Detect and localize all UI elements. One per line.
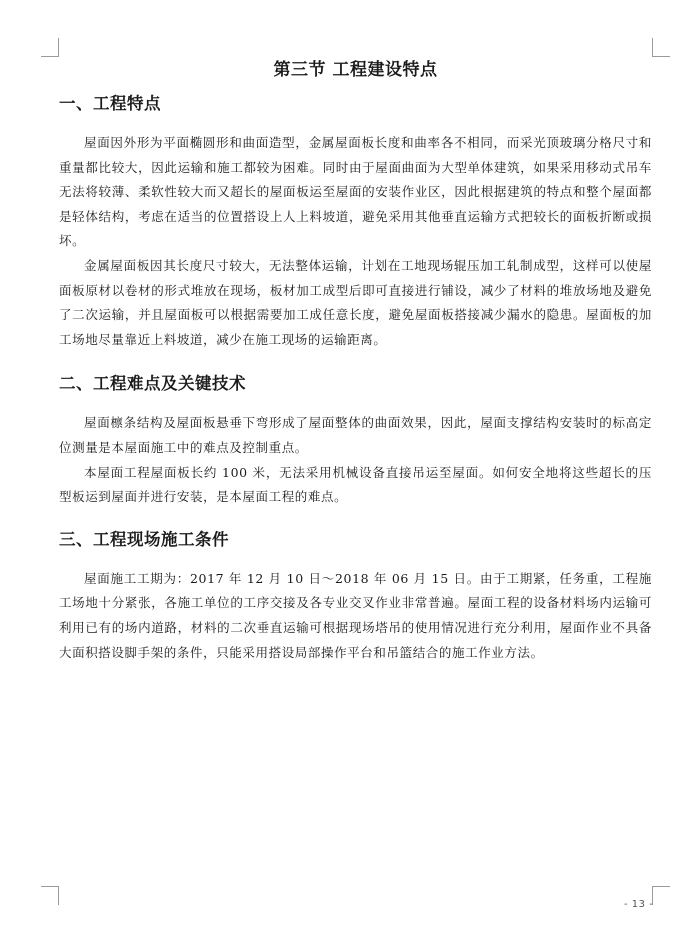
paragraph: 本屋面工程屋面板长约 100 米，无法采用机械设备直接吊运至屋面。如何安全地将这些超长的压型板运到屋面并进行安装，是本屋面工程的难点。 — [59, 464, 652, 505]
crop-mark-bottom-left — [41, 886, 59, 887]
paragraph: 屋面因外形为平面椭圆形和曲面造型，金属屋面板长度和曲率各不相同，而采光顶玻璃分格尺寸和重量都比较大，因此运输和施工都较为困难。同时由于屋面曲面为大型单体建筑，如果采用移动式吊车无法将较薄、柔软性较大而又超长的屋面板运至屋面的安装作业区，因此根据建筑的特点和整个屋面都是轻体结构，考虑在适当的位置搭设上人上料坡道，避免采用其他垂直运输方式把较长的面板折断或损坏。 — [59, 135, 652, 249]
page-title: 第三节 工程建设特点 — [273, 60, 438, 80]
crop-mark-top-left — [41, 56, 59, 57]
crop-mark-top-left — [58, 38, 59, 57]
section-heading-features: 一、工程特点 — [59, 94, 161, 113]
page-content — [59, 56, 652, 665]
paragraph: 屋面施工工期为：2017 年 12 月 10 日～2018 年 06 月 15 日。由于工期紧，任务重，工程施工场地十分紧张，各施工单位的工序交接及各专业交叉作业非常普遍。屋面工程的设备材料场内运输可利用已有的场内道路，材料的二次垂直运输可根据现场塔吊的使用情况进行充分利用，屋面作业不具备大面积搭设脚手架的条件，只能采用搭设局部操作平台和吊篮结合的施工作业方法。 — [59, 570, 652, 660]
paragraph: 屋面檩条结构及屋面板悬垂下弯形成了屋面整体的曲面效果，因此，屋面支撑结构安装时的标高定位测量是本屋面施工中的难点及控制重点。 — [59, 415, 652, 455]
paragraph: 金属屋面板因其长度尺寸较大，无法整体运输，计划在工地现场辊压加工轧制成型，这样可以使屋面板原材以卷材的形式堆放在现场，板材加工成型后即可直接进行铺设，减少了材料的堆放场地及避免了二次运输，并且屋面板可以根据需要加工成任意长度，避免屋面板搭接减少漏水的隐患。屋面板的加工场地尽量靠近上料坡道，减少在施工现场的运输距离。 — [59, 257, 652, 347]
section-heading-site-conditions: 三、工程现场施工条件 — [59, 529, 229, 549]
page-number: - 13 - — [624, 899, 654, 910]
crop-mark-top-right — [652, 38, 653, 57]
section-heading-difficulties: 二、工程难点及关键技术 — [59, 374, 246, 394]
crop-mark-top-right — [652, 56, 670, 57]
crop-mark-bottom-right — [652, 886, 670, 887]
crop-mark-bottom-left — [58, 886, 59, 905]
